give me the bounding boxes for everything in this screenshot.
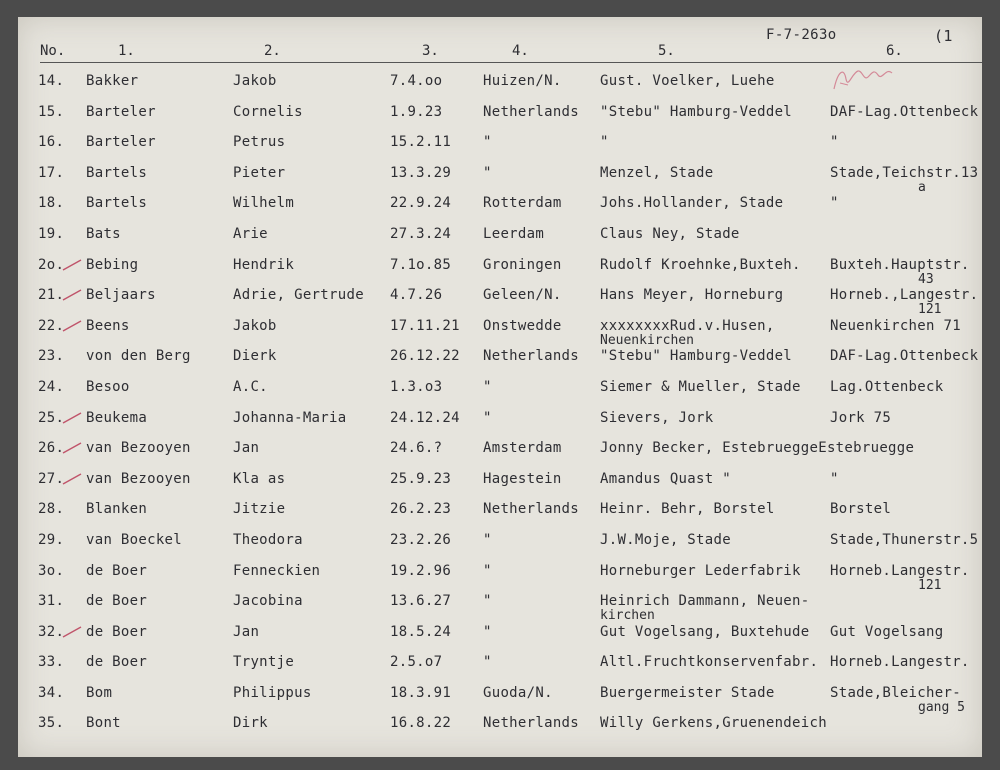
employer: J.W.Moje, Stade <box>600 531 731 548</box>
employer: Hans Meyer, Horneburg <box>600 287 784 304</box>
residence: Horneb.Langestr. <box>830 562 970 579</box>
surname: Beens <box>86 317 130 334</box>
employer: Horneburger Lederfabrik <box>600 562 801 579</box>
table-row <box>18 465 982 496</box>
header-col-3: 3. <box>422 43 439 59</box>
birth-date: 1.9.23 <box>390 103 443 120</box>
table-row <box>18 251 982 287</box>
birth-date: 26.12.22 <box>390 348 460 365</box>
residence: Stade,Bleicher- <box>830 684 961 701</box>
employer: Jonny Becker, EstebrueggeEstebruegge <box>600 440 915 457</box>
row-number: 3o. <box>38 562 65 579</box>
header-col-2: 2. <box>264 43 281 59</box>
employer: Claus Ney, Stade <box>600 225 740 242</box>
birth-date: 23.2.26 <box>390 531 452 548</box>
employer: Gust. Voelker, Luehe <box>600 73 775 89</box>
row-number: 17. <box>38 164 65 181</box>
given-name: Jan <box>233 623 260 640</box>
checkmark-icon <box>62 318 82 332</box>
residence: Lag.Ottenbeck <box>830 378 944 395</box>
birth-date: 25.9.23 <box>390 470 452 487</box>
row-number: 23. <box>38 348 65 365</box>
surname: Bartels <box>86 195 148 212</box>
given-name: Hendrik <box>233 256 295 273</box>
residence: DAF-Lag.Ottenbeck <box>830 348 979 365</box>
birth-date: 7.4.oo <box>390 73 443 89</box>
birth-date: 1.3.o3 <box>390 378 443 395</box>
given-name: Jacobina <box>233 593 303 610</box>
row-number: 34. <box>38 684 65 701</box>
table-row <box>18 404 982 435</box>
birth-place: " <box>483 409 492 426</box>
birth-place: Rotterdam <box>483 195 562 212</box>
given-name: Petrus <box>233 134 286 151</box>
checkmark-icon <box>62 410 82 424</box>
birth-date: 24.6.? <box>390 440 443 457</box>
residence: Jork 75 <box>830 409 892 426</box>
surname: de Boer <box>86 623 148 640</box>
row-number: 25. <box>38 409 65 426</box>
birth-place: Onstwedde <box>483 317 562 334</box>
birth-place: " <box>483 654 492 671</box>
given-name: Fenneckien <box>233 562 321 579</box>
row-number: 14. <box>38 73 65 89</box>
given-name: Jakob <box>233 73 277 89</box>
employer: "Stebu" Hamburg-Veddel <box>600 348 793 365</box>
residence-continued: 121 <box>918 577 942 593</box>
birth-date: 18.3.91 <box>390 684 452 701</box>
row-number: 31. <box>38 593 65 610</box>
birth-place: " <box>483 593 492 610</box>
header-col-6: 6. <box>886 43 903 59</box>
residence: " <box>830 470 839 487</box>
birth-place: " <box>483 623 492 640</box>
row-number: 29. <box>38 531 65 548</box>
header-col-4: 4. <box>512 43 529 59</box>
given-name: Dirk <box>233 715 268 732</box>
header-no: No. <box>40 43 66 59</box>
birth-place: Amsterdam <box>483 440 562 457</box>
residence-continued: 43 <box>918 271 934 287</box>
surname: Beukema <box>86 409 148 426</box>
employer: Altl.Fruchtkonservenfabr. <box>600 654 819 671</box>
row-number: 21. <box>38 287 65 304</box>
surname: Bats <box>86 225 121 242</box>
given-name: Jan <box>233 440 260 457</box>
residence: Buxteh.Hauptstr. <box>830 256 970 273</box>
surname: Bebing <box>86 256 139 273</box>
surname: Bont <box>86 715 121 732</box>
birth-date: 26.2.23 <box>390 501 452 518</box>
birth-date: 4.7.26 <box>390 287 443 304</box>
surname: Bartels <box>86 164 148 181</box>
header-col-5: 5. <box>658 43 675 59</box>
checkmark-icon <box>62 471 82 485</box>
birth-place: Guoda/N. <box>483 684 553 701</box>
table-row <box>18 342 982 373</box>
table-row <box>18 281 982 318</box>
birth-date: 7.1o.85 <box>390 256 452 273</box>
residence: Stade,Thunerstr.5 <box>830 531 979 548</box>
surname: van Boeckel <box>86 531 183 548</box>
employer: Rudolf Kroehnke,Buxteh. <box>600 256 801 273</box>
residence: " <box>830 195 839 212</box>
given-name: Kla as <box>233 470 286 487</box>
page-number: (1 <box>934 27 953 45</box>
birth-place: Groningen <box>483 256 562 273</box>
employer-continued: Neuenkirchen <box>600 332 694 348</box>
birth-date: 16.8.22 <box>390 715 452 732</box>
surname: van Bezooyen <box>86 440 191 457</box>
checkmark-icon <box>62 440 82 454</box>
given-name: Arie <box>233 225 268 242</box>
row-number: 24. <box>38 378 65 395</box>
table-row <box>18 312 982 348</box>
birth-date: 27.3.24 <box>390 225 452 242</box>
employer: Willy Gerkens,Gruenendeich <box>600 715 827 732</box>
given-name: Tryntje <box>233 654 295 671</box>
birth-place: Geleen/N. <box>483 287 562 304</box>
birth-place: Huizen/N. <box>483 73 562 89</box>
row-number: 32. <box>38 623 65 640</box>
surname: de Boer <box>86 593 148 610</box>
birth-date: 22.9.24 <box>390 195 452 212</box>
employer: Johs.Hollander, Stade <box>600 195 784 212</box>
row-number: 18. <box>38 195 65 212</box>
birth-date: 13.3.29 <box>390 164 452 181</box>
employer: Buergermeister Stade <box>600 684 775 701</box>
row-number: 2o. <box>38 256 65 273</box>
surname: Beljaars <box>86 287 156 304</box>
employer: Heinr. Behr, Borstel <box>600 501 775 518</box>
row-number: 26. <box>38 440 65 457</box>
surname: Bakker <box>86 73 139 89</box>
table-row <box>18 557 982 593</box>
given-name: Dierk <box>233 348 277 365</box>
birth-place: " <box>483 134 492 151</box>
birth-place: " <box>483 378 492 395</box>
row-number: 28. <box>38 501 65 518</box>
residence-continued: 121 <box>918 302 942 318</box>
residence: Gut Vogelsang <box>830 623 944 640</box>
given-name: Philippus <box>233 684 312 701</box>
row-number: 19. <box>38 225 65 242</box>
given-name: Pieter <box>233 164 286 181</box>
employer: Gut Vogelsang, Buxtehude <box>600 623 810 640</box>
residence-continued: gang 5 <box>918 699 965 715</box>
given-name: Cornelis <box>233 103 303 120</box>
document-page <box>18 17 982 757</box>
table-row <box>18 495 982 526</box>
birth-date: 13.6.27 <box>390 593 452 610</box>
birth-place: Hagestein <box>483 470 562 487</box>
row-number: 27. <box>38 470 65 487</box>
residence: Neuenkirchen 71 <box>830 317 961 334</box>
checkmark-icon <box>62 624 82 638</box>
employer: Menzel, Stade <box>600 164 714 181</box>
header-underline <box>40 62 982 63</box>
birth-place: " <box>483 164 492 181</box>
employer: Siemer & Mueller, Stade <box>600 378 801 395</box>
given-name: Jakob <box>233 317 277 334</box>
birth-place: " <box>483 562 492 579</box>
table-row <box>18 526 982 557</box>
table-row <box>18 98 982 129</box>
given-name: Adrie, Gertrude <box>233 287 364 304</box>
residence: Stade,Teichstr.13 <box>830 164 979 181</box>
table-row <box>18 220 982 251</box>
surname: van Bezooyen <box>86 470 191 487</box>
residence: Horneb.Langestr. <box>830 654 970 671</box>
employer: Amandus Quast " <box>600 470 731 487</box>
table-row <box>18 189 982 220</box>
employer: "Stebu" Hamburg-Veddel <box>600 103 793 120</box>
table-row <box>18 618 982 649</box>
birth-date: 18.5.24 <box>390 623 452 640</box>
birth-date: 17.11.21 <box>390 317 460 334</box>
birth-place: Netherlands <box>483 348 580 365</box>
employer: Heinrich Dammann, Neuen- <box>600 593 810 610</box>
surname: Barteler <box>86 134 156 151</box>
residence: Borstel <box>830 501 892 518</box>
birth-place: Netherlands <box>483 715 580 732</box>
row-number: 22. <box>38 317 65 334</box>
row-number: 33. <box>38 654 65 671</box>
surname: Blanken <box>86 501 148 518</box>
document-reference: F-7-263o <box>766 27 837 43</box>
employer: xxxxxxxxRud.v.Husen, <box>600 317 775 334</box>
table-row <box>18 128 982 159</box>
table-row <box>18 587 982 624</box>
table-row <box>18 709 982 740</box>
checkmark-icon <box>62 287 82 301</box>
table-row <box>18 648 982 679</box>
given-name: A.C. <box>233 378 268 395</box>
birth-date: 24.12.24 <box>390 409 460 426</box>
birth-date: 15.2.11 <box>390 134 452 151</box>
surname: Barteler <box>86 103 156 120</box>
surname: Besoo <box>86 378 130 395</box>
employer: " <box>600 134 609 151</box>
header-col-1: 1. <box>118 43 135 59</box>
birth-place: Netherlands <box>483 501 580 518</box>
birth-place: Leerdam <box>483 225 545 242</box>
register-table <box>18 67 982 740</box>
residence: " <box>830 134 839 151</box>
surname: de Boer <box>86 654 148 671</box>
employer-continued: kirchen <box>600 608 655 624</box>
given-name: Wilhelm <box>233 195 295 212</box>
birth-place: " <box>483 531 492 548</box>
checkmark-icon <box>62 257 82 271</box>
surname: von den Berg <box>86 348 191 365</box>
birth-place: Netherlands <box>483 103 580 120</box>
birth-date: 19.2.96 <box>390 562 452 579</box>
table-row <box>18 67 982 98</box>
row-number: 35. <box>38 715 65 732</box>
surname: Bom <box>86 684 113 701</box>
residence-continued: a <box>918 179 926 195</box>
table-row <box>18 159 982 195</box>
employer: Sievers, Jork <box>600 409 714 426</box>
table-row <box>18 434 982 465</box>
birth-date: 2.5.o7 <box>390 654 443 671</box>
residence: DAF-Lag.Ottenbeck <box>830 103 979 120</box>
given-name: Theodora <box>233 531 303 548</box>
row-number: 15. <box>38 103 65 120</box>
row-number: 16. <box>38 134 65 151</box>
table-row <box>18 679 982 715</box>
residence: Horneb.,Langestr. <box>830 287 979 304</box>
given-name: Johanna-Maria <box>233 409 347 426</box>
given-name: Jitzie <box>233 501 286 518</box>
surname: de Boer <box>86 562 148 579</box>
table-row <box>18 373 982 404</box>
